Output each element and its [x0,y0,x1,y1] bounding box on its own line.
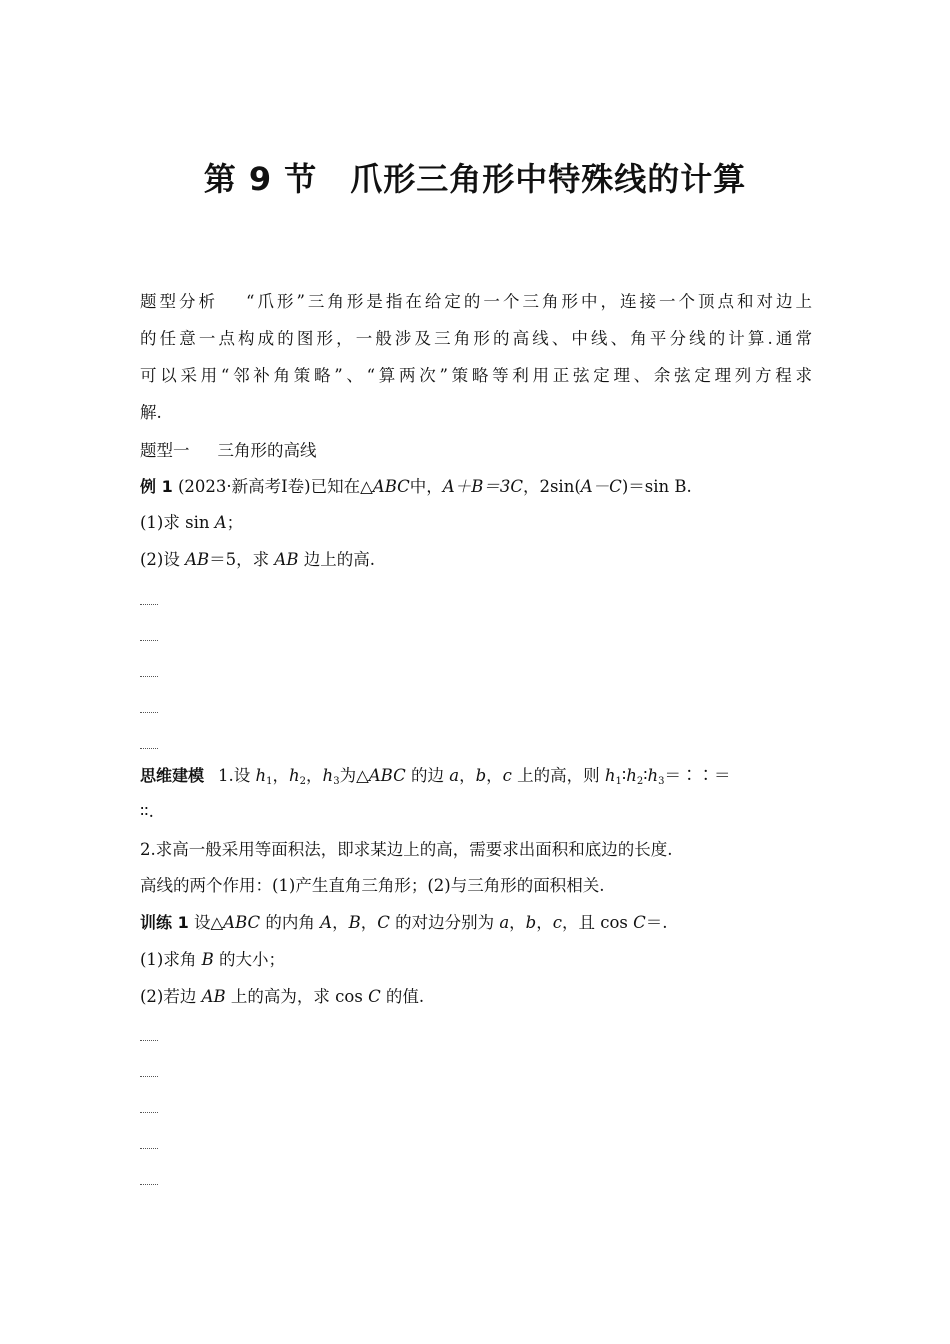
intro-line-1: 题型分析 “爪形”三角形是指在给定的一个三角形中，连接一个顶点和对边上 [140,292,812,311]
page-title: 第 9 节 爪形三角形中特殊线的计算 [203,160,747,198]
training-1-question-2: (2)若边 AB 上的高为，求 cos C 的值. [140,987,425,1006]
model-point-2: 2.求高一般采用等面积法，即求某边上的高，需要求出面积和底边的长度. [140,840,673,859]
example-1-statement: 例 1 (2023·新高考Ⅰ卷)已知在△ABC中，A＋B＝3C，2sin(A－C)＝sin B. [140,477,692,496]
model-label: 思维建模 [140,766,205,785]
example-1-question-1: (1)求 sin A； [140,513,244,532]
model-point-3: 高线的两个作用：(1)产生直角三角形；(2)与三角形的面积相关. [140,876,605,895]
answer-blank-line [140,1112,158,1113]
model-point-1-cont: ∶∶. [140,802,154,821]
answer-blank-line [140,1076,158,1077]
intro-line-2: 的任意一点构成的图形，一般涉及三角形的高线、中线、角平分线的计算.通常 [140,329,812,348]
training-1-statement: 训练 1 设△ABC 的内角 A，B，C 的对边分别为 a，b，c，且 cos C＝. [140,913,668,932]
answer-blank-line [140,640,158,641]
model-point-1: 思维建模 1.设 $h_1$，$h_2$，$h_3$为△ABC 的边 a，b，c 上的高，则 $h_1∶h_2∶h_3=∶∶=$ [140,766,731,787]
intro-line-4: 解. [140,403,162,422]
answer-blank-line [140,1148,158,1149]
example-label: 例 1 [140,477,173,496]
training-label: 训练 1 [140,913,189,932]
training-1-question-1: (1)求角 B 的大小； [140,950,286,969]
answer-blank-line [140,1184,158,1185]
intro-line-3: 可以采用“邻补角策略”、“算两次”策略等利用正弦定理、余弦定理列方程求 [140,366,812,385]
answer-blank-line [140,712,158,713]
intro-label: 题型分析 [140,292,219,311]
answer-blank-line [140,676,158,677]
example-1-question-2: (2)设 AB＝5，求 AB 边上的高. [140,550,375,569]
answer-blank-line [140,748,158,749]
answer-blank-line [140,1040,158,1041]
section-heading: 题型一 三角形的高线 [140,441,317,460]
answer-blank-line [140,604,158,605]
